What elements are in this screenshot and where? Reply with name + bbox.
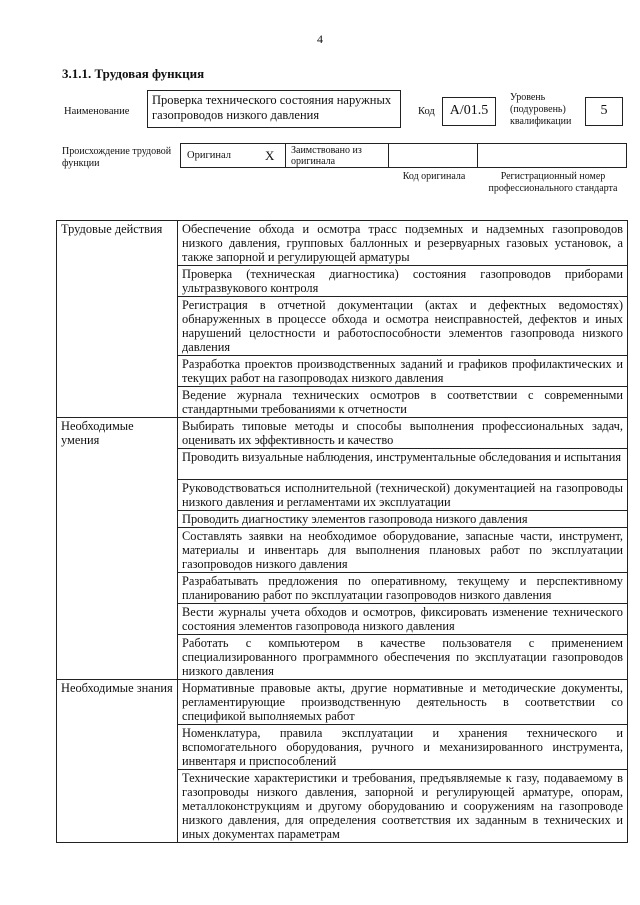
reg-number-label: Регистрационный номер профессионального стандарта	[488, 171, 618, 194]
list-item: Технические характеристики и требования, предъявляемые к газу, подаваемому в газопроводы низкого давления, запорной и регулирующей арматуре, опорам, металлоконструкциям и другому оборудованию и сооружениям на газопроводе низкого давления, для определения соответствия их заданным в технических и иных документах параметрам	[178, 770, 628, 843]
list-item: Номенклатура, правила эксплуатации и хранения технического и вспомогательного оборудования, ручного и механизированного инструмента, инвентаря и приспособлений	[178, 725, 628, 770]
name-label: Наименование	[64, 106, 130, 117]
origin-label: Происхождение трудовой функции	[62, 146, 172, 169]
table-row	[57, 680, 628, 725]
code-label: Код	[418, 106, 435, 117]
code-value-box	[442, 97, 496, 126]
table-row	[57, 221, 628, 266]
section-label: Необходимые знания	[57, 680, 178, 843]
section-label: Трудовые действия	[57, 221, 178, 418]
table-row	[57, 418, 628, 449]
list-item: Вести журналы учета обходов и осмотров, фиксировать изменение технического состояния элементов газопровода низкого давления	[178, 604, 628, 635]
borrowed-label: Заимствовано из оригинала	[291, 145, 362, 167]
list-item: Ведение журнала технических осмотров в соответствии с современными стандартными требованиями к отчетности	[178, 387, 628, 418]
original-label: Оригинал	[187, 150, 231, 161]
level-value-box	[585, 97, 623, 126]
list-item: Работать с компьютером в качестве пользователя с применением специализированного программного обеспечения по эксплуатации газопроводов низкого давления	[178, 635, 628, 680]
list-item: Регистрация в отчетной документации (актах и дефектных ведомостях) обнаруженных в процессе обхода и осмотра неисправностей, дефектов и иных нарушений целостности и работоспособности элементов газопровода низкого давления	[178, 297, 628, 356]
list-item: Проводить диагностику элементов газопровода низкого давления	[178, 511, 628, 528]
level-value: 5	[600, 103, 608, 118]
list-item: Проверка (техническая диагностика) состояния газопроводов приборами ультразвукового контроля	[178, 266, 628, 297]
section-label: Необходимые умения	[57, 418, 178, 680]
reg-number-box	[477, 143, 627, 168]
code-value: А/01.5	[449, 103, 489, 118]
list-item: Руководствоваться исполнительной (технической) документацией на газопроводы низкого давления и регламентами их эксплуатации	[178, 480, 628, 511]
list-item: Нормативные правовые акты, другие нормативные и методические документы, регламентирующие производственную деятельность в соответствии со спецификой выполняемых работ	[178, 680, 628, 725]
list-item: Разработка проектов производственных заданий и графиков профилактических и текущих работ на газопроводах низкого давления	[178, 356, 628, 387]
function-name: Проверка технического состояния наружных газопроводов низкого давления	[152, 93, 392, 122]
original-mark: X	[265, 148, 275, 163]
list-item: Обеспечение обхода и осмотра трасс подземных и надземных газопроводов низкого давления, групповых баллонных и резервуарных газовых установок, а также запорной и регулирующей арматуры	[178, 221, 628, 266]
borrowed-box	[285, 143, 389, 168]
code-original-box	[388, 143, 478, 168]
level-label: Уровень (подуровень) квалификации	[510, 92, 572, 127]
function-table	[56, 220, 628, 843]
original-box	[180, 143, 286, 168]
list-item: Проводить визуальные наблюдения, инструментальные обследования и испытания	[178, 449, 628, 480]
list-item: Составлять заявки на необходимое оборудование, запасные части, инструмент, материалы и инвентарь для выполнения плановых работ по эксплуатации газопроводов низкого давления	[178, 528, 628, 573]
page-number: 4	[317, 32, 323, 46]
list-item: Разрабатывать предложения по оперативному, текущему и перспективному планированию работ по эксплуатации газопроводов низкого давления	[178, 573, 628, 604]
name-value-box	[147, 90, 401, 128]
list-item: Выбирать типовые методы и способы выполнения профессиональных задач, оценивать их эффективность и качество	[178, 418, 628, 449]
section-title: 3.1.1. Трудовая функция	[62, 66, 205, 81]
code-original-label: Код оригинала	[402, 171, 466, 182]
